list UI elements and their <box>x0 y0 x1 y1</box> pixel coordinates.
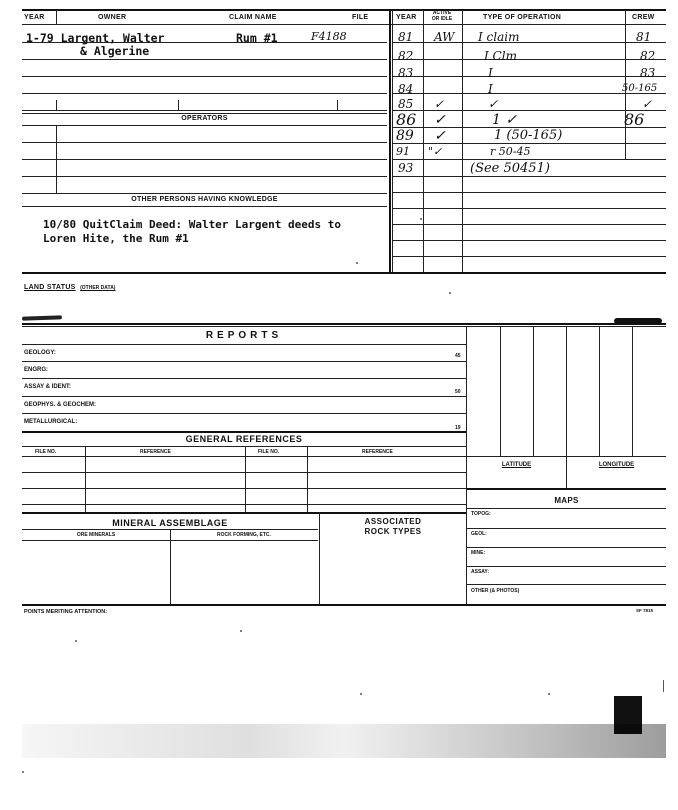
maps-rule <box>467 547 666 548</box>
tick <box>337 100 338 110</box>
claim-name-header: CLAIM NAME <box>229 14 277 21</box>
note-line-2: Loren Hite, the Rum #1 <box>43 232 189 245</box>
header-divider <box>56 10 57 24</box>
maps-rule <box>467 488 666 490</box>
file-no-header: FILE NO. <box>35 449 57 455</box>
reports-top-rule <box>22 323 666 325</box>
grid-col <box>500 326 501 456</box>
owner-rule <box>22 76 387 77</box>
general-references-title: GENERAL REFERENCES <box>185 434 303 444</box>
rock-forming-header: ROCK FORMING, ETC. <box>217 532 271 538</box>
maps-rule <box>467 528 666 529</box>
reports-rule <box>22 361 466 362</box>
scan-speck <box>240 630 242 632</box>
owner-line-1: 1-79 Largent, Walter <box>26 31 165 45</box>
operators-col <box>56 125 57 193</box>
scan-mark <box>22 315 62 320</box>
geol-label: GEOL: <box>471 531 487 537</box>
scan-speck <box>22 771 24 773</box>
operators-title: OPERATORS <box>181 115 228 122</box>
ops-rule <box>393 240 666 241</box>
scan-noise-band <box>22 724 666 758</box>
tick <box>56 100 57 110</box>
ops-type: 1 ✓ <box>492 112 518 128</box>
tick <box>178 100 179 110</box>
ops-year: 89 <box>396 128 414 144</box>
ops-rule <box>393 224 666 225</box>
ops-crew: 81 <box>636 30 652 44</box>
year-header-right: YEAR <box>396 14 417 21</box>
form-number: SF 7815 <box>636 608 654 613</box>
claim-name: Rum #1 <box>236 31 278 45</box>
main-column-divider-2 <box>392 10 393 272</box>
ops-status: ✓ <box>434 128 446 144</box>
ops-rule <box>393 176 666 177</box>
active-header: ACTIVE <box>432 10 452 16</box>
latlong-divider <box>566 456 567 488</box>
ops-crew: 82 <box>640 49 656 63</box>
operators-rule <box>22 125 387 126</box>
land-status-sub: (OTHER DATA) <box>80 285 116 291</box>
scan-speck <box>449 292 451 294</box>
owner-rule <box>22 59 387 60</box>
ops-type: 1 (50-165) <box>494 128 563 143</box>
assay-label: ASSAY & IDENT: <box>24 384 72 390</box>
scan-speck <box>360 693 362 695</box>
reports-top-rule-2 <box>22 326 666 327</box>
scan-speck <box>548 693 550 695</box>
ops-rule <box>393 256 666 257</box>
file-no-header-2: FILE NO. <box>258 449 280 455</box>
mine-label: MINE: <box>471 550 486 556</box>
maps-title: MAPS <box>554 496 579 505</box>
assay-num: 50 <box>455 389 461 395</box>
ore-minerals-header: ORE MINERALS <box>76 532 116 538</box>
year-column-divider <box>423 10 424 272</box>
ops-type: r 50-45 <box>490 145 531 158</box>
maps-rule <box>467 566 666 567</box>
ops-rule <box>393 159 666 160</box>
ops-year: 93 <box>398 161 414 175</box>
reports-rule <box>22 396 466 397</box>
associated-header: ASSOCIATED <box>364 517 422 526</box>
ops-status: ✓ <box>434 112 446 128</box>
owner-rule <box>22 93 387 94</box>
ops-year: 85 <box>398 97 414 111</box>
ops-status: "✓ <box>428 145 443 158</box>
gen-ref-col <box>245 446 246 512</box>
ops-status: ✓ <box>434 97 445 111</box>
latitude-label: LATITUDE <box>501 462 532 468</box>
gen-ref-col <box>85 446 86 512</box>
gen-ref-col <box>307 446 308 512</box>
owner-line-2: & Algerine <box>80 44 150 58</box>
note-line-1: 10/80 QuitClaim Deed: Walter Largent deeds to <box>43 218 342 231</box>
gen-ref-rule <box>22 512 466 514</box>
ops-type: I Clm <box>484 49 517 63</box>
reference-header: REFERENCE <box>140 449 171 455</box>
ops-type: I claim <box>478 30 520 44</box>
land-status-rule <box>22 272 666 274</box>
grid-col <box>566 326 567 456</box>
land-status-title: LAND STATUS <box>24 284 76 291</box>
ops-year: 82 <box>398 49 414 63</box>
operators-rule <box>22 142 387 143</box>
ops-status: AW <box>434 30 455 44</box>
ops-type: I <box>488 66 493 80</box>
crew-header: CREW <box>632 14 655 21</box>
ops-rule <box>393 208 666 209</box>
owner-header: OWNER <box>98 14 127 21</box>
scan-speck <box>356 262 358 264</box>
ops-year: 84 <box>398 82 414 96</box>
main-column-divider <box>389 10 391 272</box>
metallurgical-num: 19 <box>455 425 461 431</box>
reports-rule <box>22 413 466 414</box>
ops-crew: 86 <box>624 110 645 129</box>
ops-crew: ✓ <box>642 97 653 111</box>
ops-type: (See 50451) <box>470 161 550 176</box>
metallurgical-label: METALLURGICAL: <box>24 419 78 425</box>
operators-top-rule <box>22 113 387 114</box>
grid-bottom <box>467 456 666 457</box>
engrg-label: ENGRG: <box>24 367 48 373</box>
geology-label: GEOLOGY: <box>24 350 56 356</box>
file-number: F4188 <box>311 30 347 43</box>
scan-speck <box>420 218 422 220</box>
grid-col <box>599 326 600 456</box>
bottom-form-rule <box>22 604 666 606</box>
reference-header-2: REFERENCE <box>362 449 393 455</box>
or-idle-header: OR IDLE <box>431 16 453 22</box>
gen-ref-rule <box>22 488 466 489</box>
ops-crew: 83 <box>640 66 656 80</box>
grid-col <box>533 326 534 456</box>
other-persons-title: OTHER PERSONS HAVING KNOWLEDGE <box>131 196 278 203</box>
topog-label: TOPOG: <box>471 511 491 517</box>
gen-ref-rule <box>22 504 466 505</box>
ops-year: 81 <box>398 30 414 44</box>
ops-year: 83 <box>398 66 414 80</box>
year-header: YEAR <box>24 14 45 21</box>
other-photos-label: OTHER (& PHOTOS) <box>471 588 520 594</box>
ops-rule <box>393 59 666 60</box>
assay-map-label: ASSAY: <box>471 569 490 575</box>
land-status-label <box>24 276 115 294</box>
gen-ref-rule <box>22 456 466 457</box>
operators-rule <box>22 193 387 194</box>
ops-year: 91 <box>396 145 410 158</box>
other-persons-rule <box>22 206 387 207</box>
operators-rule <box>22 176 387 177</box>
type-of-operation-header: TYPE OF OPERATION <box>483 14 562 21</box>
maps-rule <box>467 584 666 585</box>
mineral-col <box>170 529 171 604</box>
file-header: FILE <box>352 14 369 21</box>
reports-rule <box>22 344 466 345</box>
mineral-assemblage-title: MINERAL ASSEMBLAGE <box>112 518 228 528</box>
ops-year: 86 <box>396 110 417 129</box>
rock-types-header: ROCK TYPES <box>364 527 422 536</box>
gen-ref-rule <box>22 472 466 473</box>
reports-rule <box>22 378 466 379</box>
geophys-label: GEOPHYS. & GEOCHEM: <box>24 402 97 408</box>
ops-type: I <box>488 82 493 96</box>
ops-rule <box>393 192 666 193</box>
points-meriting-attention: POINTS MERITING ATTENTION: <box>24 609 108 615</box>
grid-col <box>632 326 633 456</box>
active-column-divider <box>462 10 463 272</box>
gen-ref-rule <box>22 446 466 447</box>
scan-speck <box>75 640 77 642</box>
longitude-label: LONGITUDE <box>598 462 635 468</box>
geology-num: 45 <box>455 353 461 359</box>
top-border <box>22 9 666 11</box>
reports-rule <box>22 431 466 433</box>
owner-rule <box>22 110 387 111</box>
maps-rule <box>467 508 666 509</box>
scan-speck <box>663 680 664 692</box>
ops-crew: 50-165 <box>622 83 658 94</box>
ops-type: ✓ <box>488 97 499 111</box>
reports-title: REPORTS <box>205 330 283 341</box>
operators-rule <box>22 159 387 160</box>
ops-rule <box>393 76 666 77</box>
header-bottom-rule <box>22 24 666 25</box>
